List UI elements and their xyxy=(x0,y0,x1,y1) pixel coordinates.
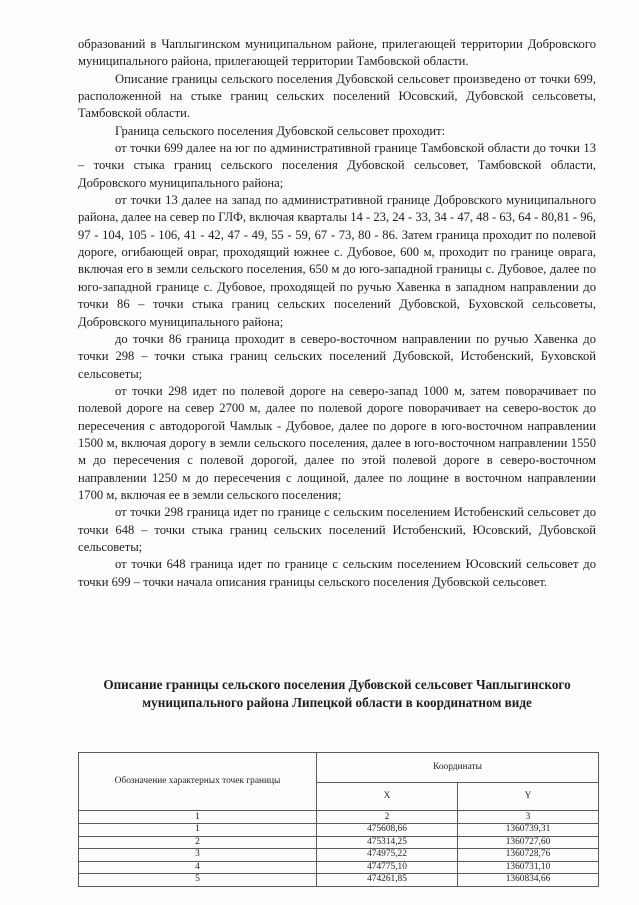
point-cell: 3 xyxy=(79,849,317,862)
y-cell: 1360739,31 xyxy=(458,824,599,837)
column-number: 1 xyxy=(79,811,317,824)
section-title: Описание границы сельского поселения Дубовской сельсовет Чаплыгинского муниципального района Липецкой области в координатном виде xyxy=(103,677,571,710)
paragraph: от точки 298 идет по полевой дороге на северо-запад 1000 м, затем поворачивает по полевой дороге на север 2700 м, далее по полевой дороге поворачивает на северо-восток до пересечения с автодорогой Чамлык - Дубовое, далее по дороге в юго-восточном направлении 1500 м, включая дорогу в земли сельского поселения, далее в юго-восточном направлении 1550 м до пересечения с полевой дорогой, далее по этой полевой дороге в северо-восточном направлении 1250 м до пересечения с лощиной, далее по лощине в восточном направлении 1700 м, включая ее в земли сельского поселения; xyxy=(78,383,596,502)
x-cell: 474261,85 xyxy=(317,874,458,887)
paragraph: до точки 86 граница проходит в северо-восточном направлении по ручью Хавенка до точки 298 – точки стыка границ сельских поселений Дубовской, Истобенский, Буховской сельсоветы; xyxy=(78,331,596,381)
point-cell: 4 xyxy=(79,861,317,874)
header-x: X xyxy=(317,783,458,811)
paragraph: Описание границы сельского поселения Дубовской сельсовет произведено от точки 699, расположенной на стыке границ сельских поселений Юсовский, Дубовской сельсоветы, Тамбовской области. xyxy=(78,71,596,121)
coordinates-table xyxy=(78,752,599,887)
x-cell: 474975,22 xyxy=(317,849,458,862)
y-cell: 1360727,60 xyxy=(458,836,599,849)
point-cell: 5 xyxy=(79,874,317,887)
y-cell: 1360834,66 xyxy=(458,874,599,887)
paragraph: образований в Чаплыгинском муниципальном районе, прилегающей территории Добровского муниципального района, прилегающей территории Тамбовской области. xyxy=(78,37,596,69)
table-row xyxy=(79,824,599,837)
table-row xyxy=(79,861,599,874)
header-point-designation: Обозначение характерных точек границы xyxy=(79,753,317,811)
table-row xyxy=(79,874,599,887)
paragraph: от точки 699 далее на юг по административной границе Тамбовской области до точки 13 – точки стыка границ сельского поселения Дубовской сельсовет, Тамбовской области, Добровского муниципального района; xyxy=(78,141,596,190)
x-cell: 474775,10 xyxy=(317,861,458,874)
header-y: Y xyxy=(458,783,599,811)
x-cell: 475608,66 xyxy=(317,824,458,837)
table-row xyxy=(79,849,599,862)
column-number: 3 xyxy=(458,811,599,824)
paragraph: от точки 13 далее на запад по административной границе Добровского муниципального района, далее на север по ГЛФ, включая кварталы 14 - 23, 24 - 33, 34 - 47, 48 - 63, 64 - 80,81 - 96, 97 - 104, 105 - 106, 41 - 42, 47 - 49, 55 - 59, 67 - 73, 80 - 86. Затем граница проходит по полевой дороге, огибающей овраг, проходящий южнее с. Дубовое, 600 м, проходит по границе оврага, включая его в земли сельского поселения, 650 м до юго-западной границы с. Дубовое, далее по юго-западной границе с. Дубовое, проходящей по ручью Хавенка в западном направлении до точки 86 – точки стыка границ сельских поселений Дубовской, Буховской сельсоветы, Добровского муниципального района; xyxy=(78,193,596,329)
paragraph: от точки 648 граница идет по границе с сельским поселением Юсовский сельсовет до точки 699 – точки начала описания границы сельского поселения Дубовской сельсовет. xyxy=(78,557,596,589)
column-number: 2 xyxy=(317,811,458,824)
table-row xyxy=(79,836,599,849)
point-cell: 1 xyxy=(79,824,317,837)
y-cell: 1360728,76 xyxy=(458,849,599,862)
y-cell: 1360731,10 xyxy=(458,861,599,874)
paragraph: Граница сельского поселения Дубовской сельсовет проходит: xyxy=(115,123,446,138)
point-cell: 2 xyxy=(79,836,317,849)
boundary-description-text xyxy=(78,36,596,591)
paragraph: от точки 298 граница идет по границе с сельским поселением Истобенский сельсовет до точки 648 – точки стыка границ сельских поселений Истобенский, Юсовский, Дубовской сельсоветы; xyxy=(78,505,596,554)
header-coordinates: Координаты xyxy=(317,753,599,783)
x-cell: 475314,25 xyxy=(317,836,458,849)
